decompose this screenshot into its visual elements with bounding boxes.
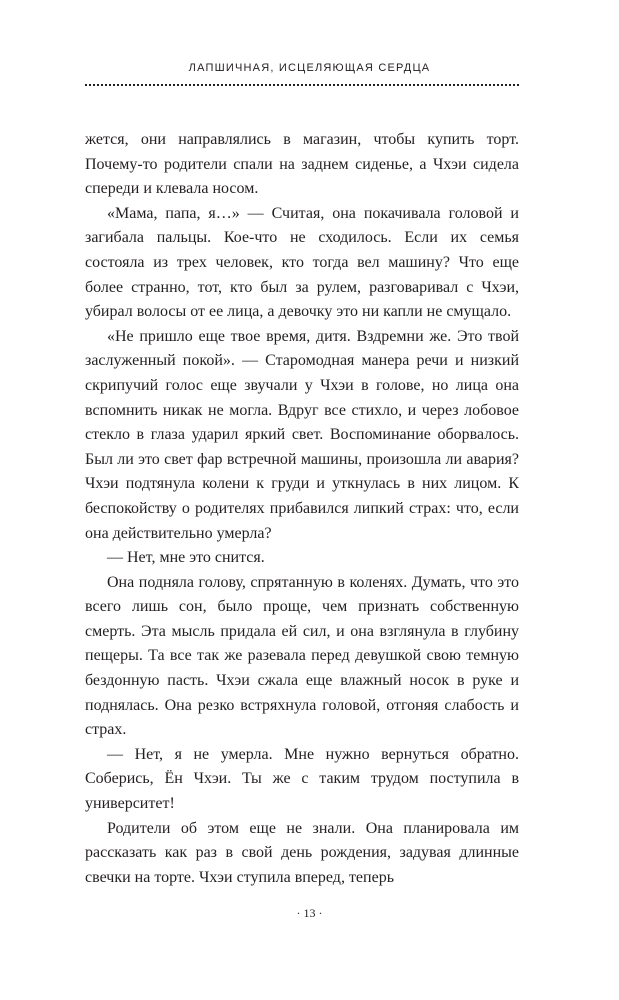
dotted-divider: [85, 84, 519, 86]
paragraph: — Нет, мне это снится.: [107, 549, 265, 567]
running-header: ЛАПШИЧНАЯ, ИСЦЕЛЯЮЩАЯ СЕРДЦА: [188, 62, 431, 74]
paragraph: «Мама, папа, я…» — Считая, она покачивала головой и загибала пальцы. Кое-что не сходилось. Если их семья состояла из трех человек, кто тогда вел машину? Что еще более странно, тот, кто был за рулем, разговаривал с Чхэи, убирал волосы от ее лица, а девочку это ни капли не смущало.: [85, 204, 519, 321]
paragraph: — Нет, я не умерла. Мне нужно вернуться обратно. Соберись, Ён Чхэи. Ты же с таким трудом поступила в университет!: [85, 745, 519, 813]
body-text: [85, 128, 519, 890]
paragraph: жется, они направлялись в магазин, чтобы купить торт. Почему-то родители спали на заднем сиденье, а Чхэи сидела спереди и клевала носом.: [85, 131, 519, 198]
paragraph: «Не пришло еще твое время, дитя. Вздремни же. Это твой заслуженный покой». — Старомодная манера речи и низкий скрипучий голос еще звучали у Чхэи в голове, но лица она вспомнить никак не могла. Вдруг все стихло, и через лобовое стекло в глаза ударил яркий свет. Воспоминание оборвалось. Был ли это свет фар встречной машины, произошла ли авария? Чхэи подтянула колени к груди и уткнулась в них лицом. К беспокойству о родителях прибавился липкий страх: что, если она действительно умерла?: [85, 327, 519, 542]
paragraph: Она подняла голову, спрятанную в коленях. Думать, что это всего лишь сон, было проще, чем признать собственную смерть. Эта мысль придала ей сил, и она взглянула в глубину пещеры. Та все так же разевала перед девушкой свою темную бездонную пасть. Чхэи сжала еще влажный носок в руке и поднялась. Она резко встряхнула головой, отгоняя слабость и страх.: [85, 573, 519, 739]
page-number: · 13 ·: [296, 906, 323, 920]
paragraph: Родители об этом еще не знали. Она планировала им рассказать как раз в свой день рождения, задувая длинные свечки на торте. Чхэи ступила вперед, теперь: [85, 819, 519, 886]
